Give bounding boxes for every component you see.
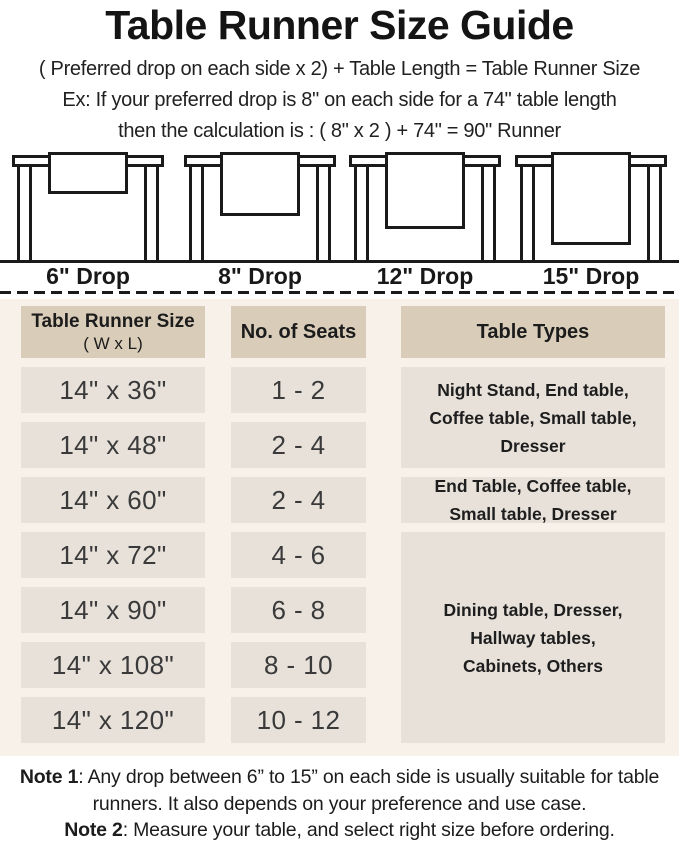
seats-cell: 6 - 8 xyxy=(231,587,366,633)
size-cell: 14" x 72" xyxy=(21,532,205,578)
drop-diagram xyxy=(0,149,679,296)
col-header-runner-size-title: Table Runner Size xyxy=(31,310,195,332)
note-1-text: : Any drop between 6” to 15” on each side is usually suitable for table runners. It also depends on your preference and use case. xyxy=(78,766,660,815)
table-leg xyxy=(17,166,32,260)
page-title: Table Runner Size Guide xyxy=(105,2,574,48)
col-header-runner-size-subtitle: ( W x L) xyxy=(83,333,143,353)
table-runner-size-guide xyxy=(0,2,679,844)
table-types-cell-large: Dining table, Dresser, Hallway tables, Cabinets, Others xyxy=(401,532,665,743)
runner-drape xyxy=(551,152,631,245)
size-cell: 14" x 120" xyxy=(21,697,205,743)
runner-drape xyxy=(385,152,465,229)
table-leg xyxy=(647,166,662,260)
table-types-cell-medium: End Table, Coffee table, Small table, Dresser xyxy=(401,477,665,523)
size-cell: 14" x 108" xyxy=(21,642,205,688)
notes-section xyxy=(0,756,679,844)
table-types-cell-small: Night Stand, End table, Coffee table, Small table, Dresser xyxy=(401,367,665,468)
note-1 xyxy=(2,764,677,817)
seats-cell: 1 - 2 xyxy=(231,367,366,413)
col-header-runner-size xyxy=(21,306,205,358)
drop-label-6: 6" Drop xyxy=(46,263,130,289)
runner-drape xyxy=(48,152,128,194)
seats-cell: 2 - 4 xyxy=(231,422,366,468)
note-1-label: Note 1 xyxy=(19,766,79,788)
runner-drape xyxy=(220,152,300,216)
drop-label-8: 8" Drop xyxy=(218,263,302,289)
seats-cell: 2 - 4 xyxy=(231,477,366,523)
seats-cell: 8 - 10 xyxy=(231,642,366,688)
size-cell: 14" x 36" xyxy=(21,367,205,413)
col-header-types: Table Types xyxy=(401,306,665,358)
seats-cell: 10 - 12 xyxy=(231,697,366,743)
note-2-label: Note 2 xyxy=(64,819,123,842)
size-cell: 14" x 48" xyxy=(21,422,205,468)
example-line-1: Ex: If your preferred drop is 8" on each side for a 74" table length xyxy=(62,89,617,111)
drop-label-15: 15" Drop xyxy=(542,263,640,289)
col-header-seats: No. of Seats xyxy=(231,306,366,358)
note-2 xyxy=(2,817,677,844)
table-leg xyxy=(316,166,331,260)
formula-line: ( Preferred drop on each side x 2) + Table Length = Table Runner Size xyxy=(38,58,641,80)
drop-label-12: 12" Drop xyxy=(376,263,474,289)
table-leg xyxy=(481,166,496,260)
example-line-2: then the calculation is : ( 8" x 2 ) + 74" = 90" Runner xyxy=(118,120,561,142)
table-leg xyxy=(189,166,204,260)
table-leg xyxy=(354,166,369,260)
size-table-panel xyxy=(0,299,679,756)
table-leg xyxy=(144,166,159,260)
size-table xyxy=(21,306,679,743)
seats-cell: 4 - 6 xyxy=(231,532,366,578)
table-leg xyxy=(520,166,535,260)
dashed-divider xyxy=(0,291,679,294)
size-cell: 14" x 90" xyxy=(21,587,205,633)
size-cell: 14" x 60" xyxy=(21,477,205,523)
header xyxy=(0,2,679,144)
note-2-text: : Measure your table, and select right size before ordering. xyxy=(122,819,615,842)
